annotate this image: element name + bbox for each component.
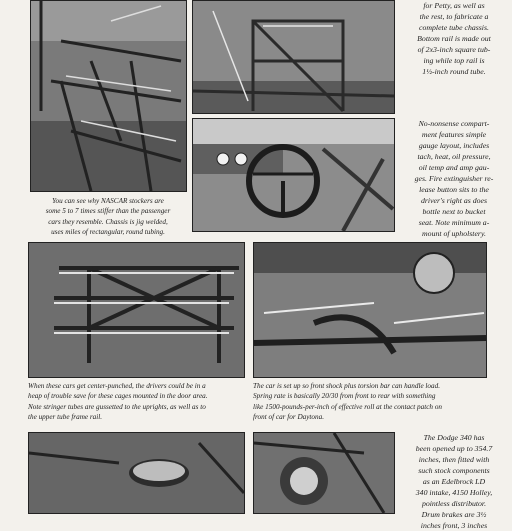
top-right-caption: for Petty, as well as the rest, to fabricate a complete tube chassis. Bottom rail is made out of 2x3-inch square tub- ing while top rail is 1½-inch round tube. <box>417 1 491 76</box>
engine-caption: The Dodge 340 has been opened up to 354.7 inches, then fitted with such stock components as an Edelbrock LD 340 intake, 4150 Holley, pointless distributor. Drum brakes are 3½ inches front, 3 inches <box>415 433 493 530</box>
door-cage-photo <box>28 242 245 378</box>
engine-right-photo <box>253 432 395 514</box>
front-shock-caption: The car is set up so front shock plus torsion bar can handle load. Spring rate is basically 20/30 from front to rear with something like 1500-pounds-per-inch of effective roll at the contact patch on front of car for Daytona. <box>253 382 443 422</box>
door-cage-caption: When these cars get center-punched, the drivers could be in a heap of trouble save for these cages mounted in the door area. Note stringer tubes are gussetted to the uprights, as well as to the upper tube frame rail. <box>28 382 208 422</box>
cockpit-caption: No-nonsense compart- ment features simple gauge layout, includes tach, heat, oil pressure, oil temp and amp gau- ges. Fire extinguisher re- lease button sits to the driver's right as does bottle next to bucket seat. Note minimum a- mount of upholstery. <box>414 119 494 238</box>
chassis-jig-photo <box>30 0 187 192</box>
front-shock-photo <box>253 242 487 378</box>
roll-cage-top-photo <box>192 0 395 114</box>
cockpit-photo <box>192 118 395 232</box>
engine-left-photo <box>28 432 245 514</box>
chassis-caption: You can see why NASCAR stockers are some 5 to 7 times stiffer than the passenger cars they resemble. Chassis is jig welded, uses miles of rectangular, round tubing. <box>45 197 171 237</box>
